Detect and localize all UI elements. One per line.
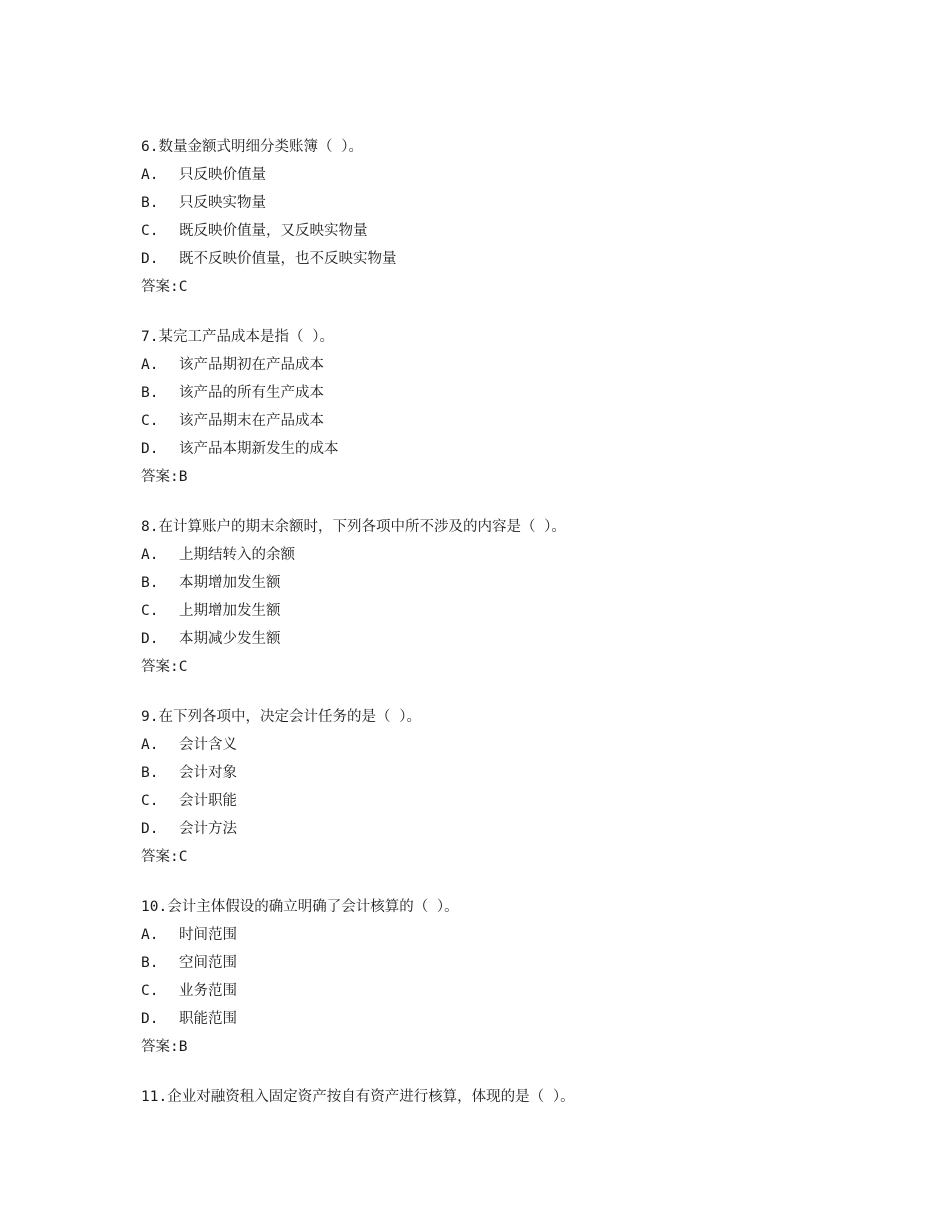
question-8 — [141, 517, 901, 677]
option-text: 业务范围 — [179, 983, 237, 999]
answer-line: 答案:C — [141, 659, 188, 675]
option-c — [141, 221, 901, 241]
option-letter: C. — [141, 793, 159, 809]
option-letter: D. — [141, 631, 159, 647]
option-letter: D. — [141, 441, 159, 457]
option-text: 会计对象 — [179, 765, 237, 781]
option-a — [141, 735, 901, 755]
option-a — [141, 545, 901, 565]
option-a — [141, 925, 901, 945]
option-text: 职能范围 — [179, 1011, 237, 1027]
option-text: 上期结转入的余额 — [179, 547, 295, 563]
question-title: 9.在下列各项中，决定会计任务的是（ ）。 — [141, 709, 421, 725]
option-c — [141, 601, 901, 621]
option-d — [141, 819, 901, 839]
question-title: 7.某完工产品成本是指（ ）。 — [141, 329, 334, 345]
option-text: 会计含义 — [179, 737, 237, 753]
option-text: 该产品期初在产品成本 — [179, 357, 324, 373]
question-7 — [141, 327, 901, 487]
option-text: 空间范围 — [179, 955, 237, 971]
option-d — [141, 1009, 901, 1029]
question-6 — [141, 137, 901, 297]
option-b — [141, 953, 901, 973]
question-9 — [141, 707, 901, 867]
answer-line: 答案:C — [141, 849, 188, 865]
question-11 — [141, 1087, 901, 1107]
option-c — [141, 791, 901, 811]
option-text: 会计方法 — [179, 821, 237, 837]
option-letter: A. — [141, 737, 159, 753]
answer-line: 答案:B — [141, 1039, 188, 1055]
document-page — [141, 137, 901, 1115]
option-text: 该产品的所有生产成本 — [179, 385, 324, 401]
option-text: 只反映价值量 — [179, 167, 266, 183]
option-letter: C. — [141, 603, 159, 619]
option-c — [141, 981, 901, 1001]
option-d — [141, 249, 901, 269]
option-text: 该产品本期新发生的成本 — [179, 441, 339, 457]
option-text: 既反映价值量，又反映实物量 — [179, 223, 368, 239]
option-b — [141, 573, 901, 593]
option-letter: B. — [141, 195, 159, 211]
option-c — [141, 411, 901, 431]
question-title: 10.会计主体假设的确立明确了会计核算的（ ）。 — [141, 899, 459, 915]
option-letter: B. — [141, 385, 159, 401]
option-d — [141, 629, 901, 649]
option-b — [141, 763, 901, 783]
option-letter: D. — [141, 821, 159, 837]
option-letter: D. — [141, 1011, 159, 1027]
question-title: 8.在计算账户的期末余额时，下列各项中所不涉及的内容是（ ）。 — [141, 519, 566, 535]
option-letter: A. — [141, 927, 159, 943]
option-text: 本期增加发生额 — [179, 575, 281, 591]
option-letter: C. — [141, 983, 159, 999]
option-b — [141, 383, 901, 403]
option-text: 会计职能 — [179, 793, 237, 809]
option-letter: C. — [141, 413, 159, 429]
question-title: 6.数量金额式明细分类账簿（ ）。 — [141, 139, 363, 155]
option-text: 时间范围 — [179, 927, 237, 943]
question-10 — [141, 897, 901, 1057]
option-letter: B. — [141, 575, 159, 591]
option-a — [141, 165, 901, 185]
option-text: 本期减少发生额 — [179, 631, 281, 647]
option-letter: C. — [141, 223, 159, 239]
option-text: 只反映实物量 — [179, 195, 266, 211]
answer-line: 答案:C — [141, 279, 188, 295]
option-letter: B. — [141, 955, 159, 971]
question-title: 11.企业对融资租入固定资产按自有资产进行核算，体现的是（ ）。 — [141, 1089, 575, 1105]
option-d — [141, 439, 901, 459]
answer-line: 答案:B — [141, 469, 188, 485]
option-b — [141, 193, 901, 213]
option-a — [141, 355, 901, 375]
option-letter: D. — [141, 251, 159, 267]
option-text: 既不反映价值量，也不反映实物量 — [179, 251, 397, 267]
option-letter: A. — [141, 547, 159, 563]
option-letter: A. — [141, 357, 159, 373]
option-text: 上期增加发生额 — [179, 603, 281, 619]
option-letter: B. — [141, 765, 159, 781]
option-text: 该产品期末在产品成本 — [179, 413, 324, 429]
option-letter: A. — [141, 167, 159, 183]
